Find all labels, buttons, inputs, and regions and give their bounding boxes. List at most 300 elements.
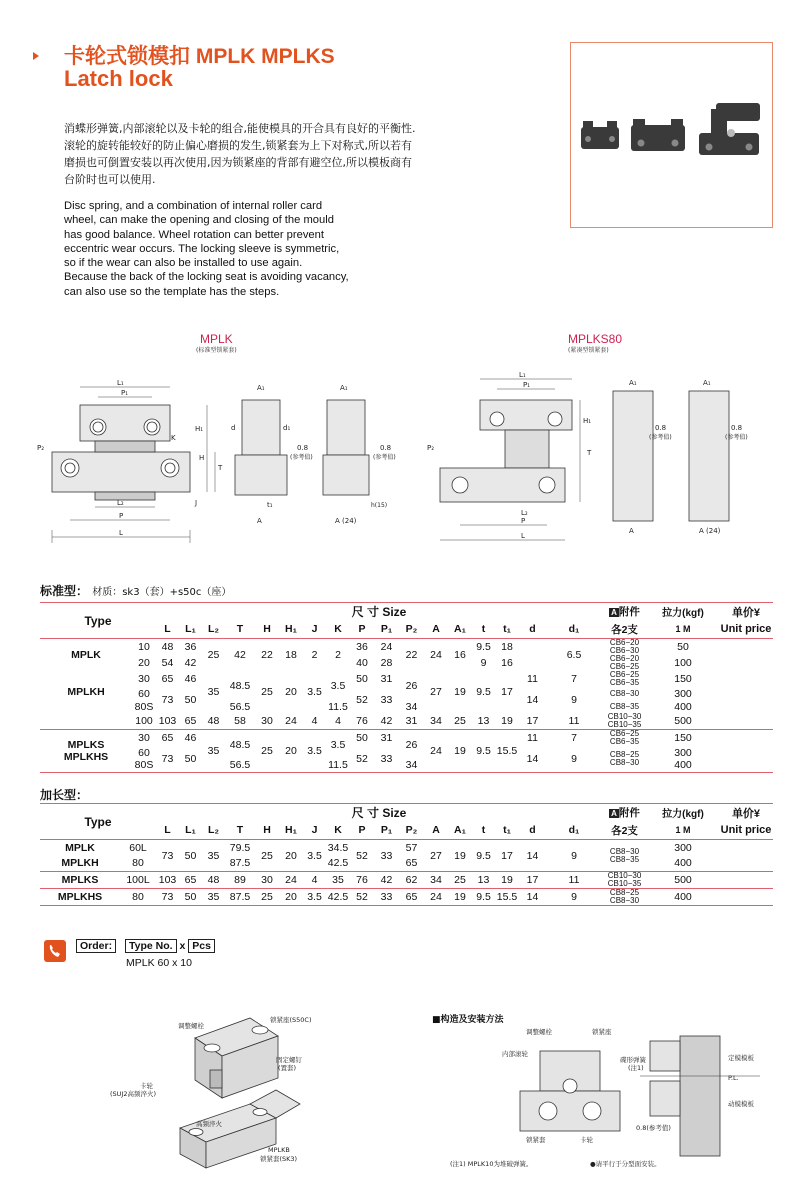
cell: 50: [677, 641, 689, 653]
cell: 89: [234, 874, 246, 886]
technical-drawings: [35, 355, 775, 555]
order-x: x: [179, 940, 186, 952]
cell: 18: [285, 649, 297, 661]
cell: 11: [568, 715, 580, 727]
description-en-line: can also use so the template has the steps.: [64, 285, 280, 298]
group-mplkh: MPLKH: [67, 686, 105, 698]
price-cell[interactable]: [719, 856, 773, 872]
cell: 35: [207, 891, 220, 903]
cb: CB8−25: [609, 749, 640, 759]
cb: CB6−35: [609, 737, 640, 746]
cell: 73: [161, 694, 174, 706]
cell: 65: [405, 891, 418, 903]
price-cell[interactable]: [719, 655, 773, 671]
product-photo: [570, 42, 773, 228]
cell: 54: [161, 657, 174, 669]
order-pcs: Pcs: [188, 939, 215, 953]
col-P1: P₁: [380, 623, 393, 636]
label-sleeve: MPLKB: [268, 1146, 290, 1154]
cb: CB10−30: [607, 712, 642, 721]
cb: CB8−30: [609, 896, 640, 905]
cell-accessory: [602, 730, 647, 747]
label-wheel-2: (SUJ2高频淬火): [110, 1090, 157, 1098]
dim-A1-s2: A₁: [703, 379, 711, 387]
dim-A1-s: A₁: [629, 379, 637, 387]
price-cell[interactable]: [719, 872, 773, 889]
cell: 17: [526, 874, 539, 886]
cb: CB8−35: [609, 854, 640, 864]
page-title-cn: 卡轮式锁模扣 MPLK MPLKS: [64, 45, 335, 68]
cell-accessory: [602, 713, 647, 730]
label-fixed-plate: 定模模板: [728, 1054, 754, 1062]
price-cell[interactable]: [719, 889, 773, 906]
cell: 18: [501, 641, 513, 653]
label-wheel: 卡轮: [140, 1082, 153, 1090]
dim-A24-s: A (24): [699, 527, 721, 535]
price-cell[interactable]: [719, 759, 773, 772]
cell: 50: [356, 673, 368, 685]
dim-P: P: [119, 512, 124, 520]
cell: 2: [335, 649, 341, 661]
cell-accessory: [602, 639, 647, 656]
cell: 25: [454, 874, 466, 886]
description-en-line: so if the wear can also be installed to use again.: [64, 257, 303, 270]
dim-L2: L₂: [117, 499, 124, 507]
cell: 11.5: [328, 700, 348, 713]
description-cn-line: 消蝶形弹簧,内部滚轮以及卡轮的组合,能使模具的开合具有良好的平衡性.: [64, 122, 416, 135]
cb: CB8−30: [609, 757, 640, 767]
table-row: [40, 872, 773, 889]
cell: 26: [405, 679, 418, 692]
col-L2: L₂: [207, 623, 220, 636]
cell: 14: [526, 694, 539, 706]
dim-H: H: [199, 454, 205, 462]
col-P: P: [358, 824, 366, 837]
cell-accessory: [602, 655, 647, 671]
group-mplks: MPLKS: [61, 874, 99, 886]
col-A1: A₁: [454, 623, 466, 636]
dim-A-s: A: [629, 527, 634, 535]
table-row: [40, 700, 773, 713]
cell-accessory: [602, 872, 647, 889]
cell: 36: [356, 641, 368, 653]
cell: 20: [285, 849, 297, 862]
label-moving-plate: 动模模板: [728, 1100, 754, 1108]
cell: 400: [674, 891, 692, 903]
cell: 9.5: [476, 744, 491, 757]
label-fix-screw-2: (置套): [278, 1064, 297, 1072]
standard-label: 标准型：: [40, 584, 89, 598]
cell-accessory: [602, 889, 647, 906]
cell: 35: [207, 686, 220, 698]
cell: 400: [674, 857, 692, 870]
cb: CB8−25: [609, 888, 640, 897]
cell: 24: [380, 641, 393, 653]
cell: 150: [674, 732, 692, 744]
cb: CB10−30: [607, 871, 642, 880]
cell: 62: [405, 874, 418, 886]
description-en: [64, 199, 484, 299]
table-row: [40, 856, 773, 872]
cell: 3.5: [307, 686, 322, 698]
cb: CB6−35: [609, 678, 640, 687]
cell-accessory: CB8−30: [609, 688, 640, 698]
cell: 19: [454, 744, 466, 757]
accessory-header: A 附件: [611, 606, 640, 619]
drawing-label-mplk: MPLK: [200, 332, 233, 346]
label-adjust-bolt-r: 调整螺栓: [526, 1028, 552, 1036]
cell: 56.5: [229, 759, 251, 772]
cell: 48: [207, 874, 220, 886]
cell: 30: [138, 732, 150, 744]
price-cell[interactable]: [719, 713, 773, 730]
dim-L-s: L: [521, 532, 525, 540]
cell: 16: [501, 657, 513, 669]
group-mplk: MPLK: [65, 841, 95, 854]
cb: CB6−20: [609, 654, 640, 663]
cell: 73: [161, 752, 174, 765]
description-cn-line: 滚轮的旋转能较好的防止偏心磨损的发生,锁紧套为上下对称式,所以若有: [64, 139, 412, 152]
label-ref: 0.8(参考值): [636, 1124, 671, 1132]
cell: 6.5: [566, 649, 582, 661]
cell: 9.5: [476, 686, 491, 698]
col-d1: d₁: [568, 623, 580, 636]
cell: 4: [335, 715, 341, 727]
tension-unit: 1 M: [675, 624, 691, 635]
cell: 42: [184, 657, 197, 669]
col-L1: L₁: [185, 824, 196, 837]
cell: 103: [158, 715, 177, 727]
cell-accessory: [602, 840, 647, 872]
cell: 150: [674, 673, 692, 685]
cell: 42.5: [327, 857, 349, 870]
cell: 31: [405, 715, 418, 727]
dim-P1-s: P₁: [523, 381, 531, 389]
structure-title: ■构造及安装方法: [432, 1015, 504, 1025]
cell: [519, 639, 546, 672]
cell: 48.5: [229, 679, 251, 692]
cell: 31: [380, 673, 393, 685]
cell: 50: [184, 694, 197, 706]
cell: 35: [207, 744, 220, 757]
cell: 20: [138, 657, 150, 669]
cell: 22: [405, 649, 418, 661]
cell: 7: [571, 673, 577, 685]
cell: 14: [526, 752, 539, 765]
cell: 19: [454, 849, 466, 862]
dim-T: T: [218, 464, 223, 472]
group-mplkh: MPLKH: [61, 857, 99, 870]
cell: 52: [356, 694, 368, 706]
price-cell[interactable]: [719, 687, 773, 700]
cell: 60: [138, 746, 150, 759]
col-t1: t₁: [503, 623, 511, 636]
product-photo-graphic: [571, 43, 772, 227]
cell: 34: [430, 715, 442, 727]
label-pl: P.L.: [728, 1074, 739, 1082]
description-en-line: wheel, can make the opening and closing of the mould: [64, 214, 334, 227]
group-mplks-label: MPLKS: [67, 738, 105, 751]
label-fix-screw: 固定螺钉: [276, 1056, 302, 1064]
col-K: K: [334, 824, 342, 837]
table-row: [40, 889, 773, 906]
description-cn: [64, 120, 464, 188]
cell: 24: [285, 715, 297, 727]
dim-ref-note-s: (参考值): [649, 434, 672, 441]
col-H: H: [263, 824, 271, 837]
cell: 11: [527, 732, 538, 744]
cell: 4: [311, 715, 318, 727]
cell: 13: [477, 715, 490, 727]
description-en-line: Disc spring, and a combination of internal roller card: [64, 200, 323, 212]
cell-accessory: [602, 746, 647, 772]
cell: 11.5: [328, 759, 348, 772]
cell: 35: [332, 874, 344, 886]
cell: 25: [454, 715, 466, 727]
cell: 500: [674, 715, 692, 727]
cell: 100: [674, 657, 692, 669]
dim-K: K: [171, 434, 176, 442]
order-label: Order:: [76, 939, 116, 953]
cell: 24: [430, 744, 442, 757]
cell: 17: [501, 849, 513, 862]
material-note: 材质：sk3（套）+s50c（座）: [92, 587, 232, 598]
cb: CB6−20: [609, 638, 640, 647]
dim-A24: A (24): [335, 517, 357, 525]
cell: 25: [261, 891, 273, 903]
col-A: A: [432, 824, 440, 837]
cell: 87.5: [229, 891, 251, 903]
cell: 19: [454, 686, 466, 698]
cell: 500: [674, 874, 692, 886]
col-P2: P₂: [405, 623, 418, 636]
col-A1: A₁: [454, 824, 466, 837]
cell: 9.5: [476, 641, 491, 653]
accessory-header: A 附件: [611, 807, 640, 820]
cell: 9: [480, 657, 487, 669]
cell: 65: [184, 874, 197, 886]
drawing-label-mplks: MPLKS80: [568, 332, 623, 346]
col-P1: P₁: [380, 824, 393, 837]
cell: 19: [454, 891, 466, 903]
cell: 27: [430, 686, 442, 698]
extended-spec-table: [40, 803, 773, 906]
footnote: (注1) MPLK10为堆破弹簧。: [450, 1160, 533, 1168]
cell-accessory: [602, 671, 647, 687]
cell: 20: [285, 686, 297, 698]
cell: 22: [261, 649, 273, 661]
accessory-sub: 各2支: [611, 824, 638, 837]
cell: 3.5: [307, 744, 322, 757]
drawing-sub-mplk: (标准型锁紧套): [196, 347, 237, 354]
cell: 73: [161, 849, 174, 862]
price-cell[interactable]: [719, 700, 773, 713]
cell: 103: [158, 874, 177, 886]
cell-accessory: CB8−35: [609, 701, 640, 711]
cell: 65: [161, 673, 174, 685]
col-t: t: [481, 623, 486, 636]
cell: 79.5: [229, 841, 251, 854]
cell: 30: [261, 874, 273, 886]
price-cell[interactable]: [719, 639, 773, 656]
cell: 58: [234, 715, 246, 727]
order-example: MPLK 60 x 10: [126, 957, 192, 969]
cell: 9.5: [476, 849, 491, 862]
cell: 20: [285, 891, 297, 903]
group-mplkhs-label: MPLKHS: [63, 750, 109, 763]
col-L: L: [164, 623, 171, 636]
accessory-label: 附件: [618, 807, 640, 820]
dim-P2-s: P₂: [427, 444, 435, 452]
cell: 48: [161, 641, 174, 653]
dim-d1: d₁: [283, 424, 291, 432]
col-d1: d₁: [568, 824, 580, 837]
col-d: d: [529, 824, 536, 837]
cell: 80S: [134, 759, 154, 772]
cell: 34: [430, 874, 442, 886]
dim-A1: A₁: [257, 384, 265, 392]
cell: 100: [135, 715, 153, 727]
cell: 50: [184, 891, 197, 903]
cell: 60: [138, 687, 150, 700]
price-header: 单价¥: [731, 606, 761, 619]
cb: CB8−30: [609, 846, 640, 856]
description-en-line: Because the back of the locking seat is avoiding vacancy,: [64, 271, 349, 284]
dim-ref-2: 0.8: [380, 444, 392, 452]
col-type: Type: [84, 613, 112, 628]
col-K: K: [334, 623, 342, 636]
size-header: 尺 寸 Size: [351, 806, 407, 821]
cell: 34.5: [327, 841, 349, 854]
cell: 11: [527, 673, 538, 685]
cell: 400: [674, 759, 692, 772]
label-sleeve-2: 锁紧套(SK3): [260, 1155, 298, 1163]
cell: 40: [356, 657, 368, 669]
label-disc-spring: 碟形弹簧: [620, 1056, 646, 1064]
cell: 25: [261, 849, 273, 862]
dim-L1-s: L₁: [519, 371, 526, 379]
cell: 20: [285, 744, 297, 757]
tension-header: 拉力(kgf): [662, 809, 704, 821]
cell: 57: [405, 841, 418, 854]
price-cell[interactable]: [719, 840, 773, 856]
accessory-sub: 各2支: [611, 623, 638, 636]
col-P: P: [358, 623, 366, 636]
cell: 24: [430, 649, 442, 661]
cell: 300: [674, 746, 692, 759]
cell: 33: [380, 891, 393, 903]
col-L1: L₁: [185, 623, 196, 636]
label-seat-r: 锁紧座: [592, 1028, 612, 1036]
dim-J: J: [195, 499, 198, 507]
label-hf: 高频淬火: [196, 1120, 222, 1128]
cell: 300: [674, 687, 692, 700]
dim-A1-2: A₁: [340, 384, 348, 392]
cell: 7: [571, 732, 577, 744]
page-title-en: Latch lock: [64, 66, 173, 91]
cell: 9.5: [476, 891, 491, 903]
cell: 19: [501, 874, 513, 886]
tension-header: 拉力(kgf): [662, 608, 704, 620]
cell: 17: [526, 715, 539, 727]
cell: 56.5: [229, 700, 251, 713]
cell: 16: [454, 649, 466, 661]
cell: 14: [526, 891, 539, 903]
cell: 60L: [129, 841, 147, 854]
cell: 34: [405, 700, 418, 713]
col-d: d: [529, 623, 536, 636]
cell: 400: [674, 700, 692, 713]
cell: 80: [132, 857, 144, 870]
cb: CB6−25: [609, 729, 640, 738]
cell: 15.5: [496, 744, 518, 757]
price-cell[interactable]: [719, 730, 773, 747]
col-J: J: [311, 824, 318, 837]
col-P2: P₂: [405, 824, 418, 837]
cell: 300: [674, 841, 692, 854]
table-row: [40, 759, 773, 772]
cell: 17: [501, 686, 513, 698]
order-row: [76, 940, 215, 952]
cell: 9: [571, 849, 577, 862]
group-mplks: [40, 730, 132, 773]
extended-section-label: 加长型：: [40, 788, 89, 802]
cell: 65: [161, 732, 174, 744]
cell: 48: [207, 715, 220, 727]
cell: 19: [501, 715, 513, 727]
price-cell[interactable]: [719, 671, 773, 687]
dim-d: d: [231, 424, 236, 432]
label-inner-roller: 内部滚轮: [502, 1050, 528, 1058]
cell: 9: [571, 891, 577, 903]
dim-P1: P₁: [121, 389, 129, 397]
col-T: T: [236, 623, 244, 636]
cb: CB6−25: [609, 670, 640, 679]
drawing-sub-mplks: (紧凑型锁紧套): [568, 347, 609, 354]
order-type-no: Type No.: [125, 939, 177, 953]
cell: 24: [285, 874, 297, 886]
accessory-label: 附件: [618, 606, 640, 619]
cell: 42: [380, 715, 393, 727]
description-cn-line: 磨损也可倒置安装以再次使用,因为锁紧座的背部有避空位,所以模板商有: [64, 156, 412, 169]
table-row: [40, 730, 773, 747]
label-note1: (注1): [628, 1064, 644, 1072]
cell: 65: [184, 715, 197, 727]
cell: 25: [207, 649, 220, 661]
price-en: Unit price: [720, 623, 772, 636]
cell: 25: [261, 686, 273, 698]
cell: 80S: [134, 700, 154, 713]
cell: 2: [311, 649, 318, 661]
dim-H1: H₁: [195, 425, 204, 433]
structure-diagram: [440, 1026, 780, 1176]
cell: 15.5: [496, 891, 518, 903]
cell: 4: [311, 874, 318, 886]
cell: 46: [184, 732, 197, 744]
cell: 50: [184, 849, 197, 862]
standard-section-label: [40, 582, 231, 599]
cell: 30: [261, 715, 273, 727]
price-cell[interactable]: [719, 746, 773, 759]
cell: 34: [405, 759, 418, 772]
dim-h15: h(15): [371, 502, 388, 509]
dim-ref-note-2: (参考值): [373, 454, 396, 461]
tension-unit: 1 M: [675, 825, 691, 836]
cell: 50: [356, 732, 368, 744]
label-wheel-r: 卡轮: [580, 1136, 593, 1144]
dim-L1: L₁: [117, 379, 124, 387]
cell: 42: [380, 874, 393, 886]
